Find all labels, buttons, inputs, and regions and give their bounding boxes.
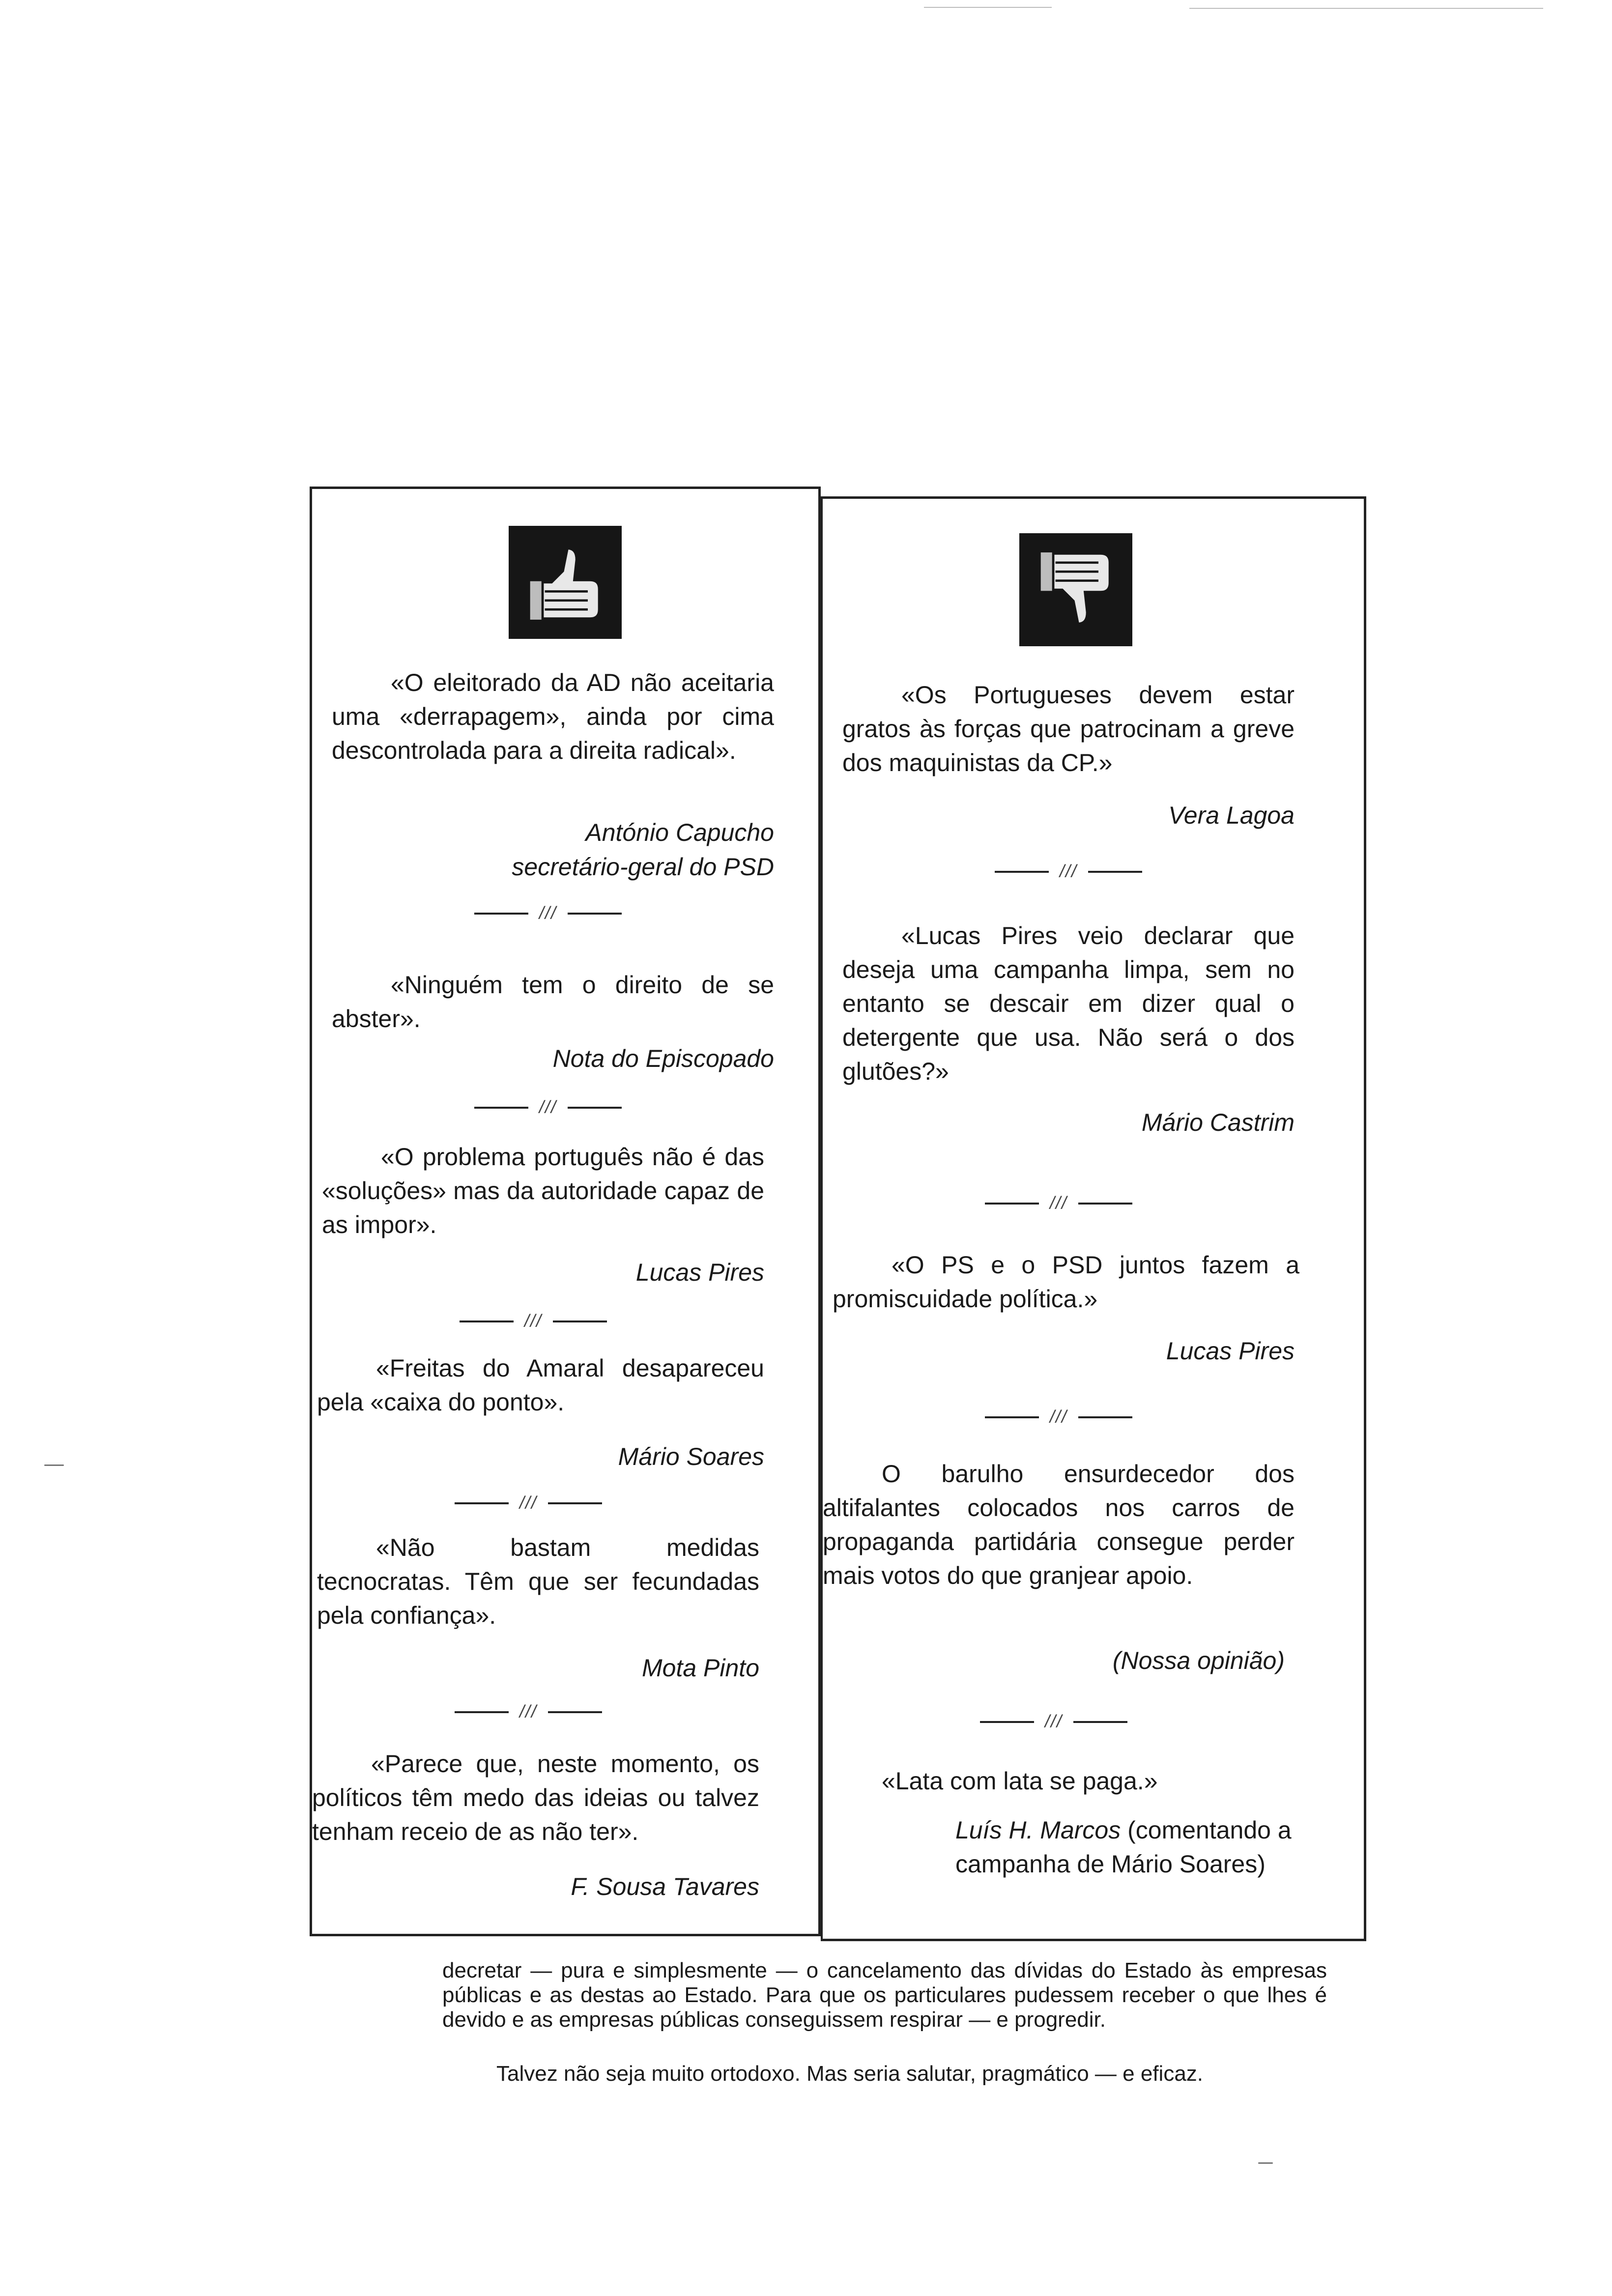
quote-text: «O problema português não é das «soluções» mas da autoridade capaz de as impor». (322, 1143, 764, 1238)
quote-author-name: Luís H. Marcos (955, 1816, 1121, 1844)
separator: /// (415, 1492, 641, 1514)
quote-author (946, 1813, 1309, 1881)
separator: /// (946, 1192, 1172, 1214)
quote-author-role: secretário-geral do PSD (512, 853, 774, 881)
quote-text: «Parece que, neste momento, os políticos têm medo das ideias ou talvez tenham receio de as não ter». (312, 1750, 759, 1845)
quote-author: (Nossa opinião) (1112, 1647, 1285, 1674)
quote-text: «O eleitorado da AD não aceitaria uma «derrapagem», ainda por cima descontrolada para a direita radical». (332, 669, 774, 764)
separator: /// (420, 1310, 646, 1332)
separator: /// (955, 860, 1181, 882)
footer-paragraph: Talvez não seja muito ortodoxo. Mas seria salutar, pragmático — e eficaz. (496, 2062, 1204, 2086)
quote-author: Mário Castrim (1141, 1109, 1295, 1136)
thumbs-up-icon (509, 526, 622, 639)
quote-text: «Lata com lata se paga.» (882, 1767, 1158, 1795)
approval-quotes-column (310, 487, 821, 1936)
quote-text: «Freitas do Amaral desapareceu pela «caixa do ponto». (317, 1354, 764, 1416)
quote-author: Lucas Pires (635, 1259, 764, 1286)
footer-paragraph: decretar — pura e simplesmente — o cancelamento das dívidas do Estado às empresas públicas e as destas ao Estado. Para que os particulares pudessem receber o que lhes é devido e as empresas públicas conseguissem respirar — e progredir. (442, 1958, 1327, 2032)
quote-author: Mário Soares (618, 1443, 764, 1470)
quote-text: «Não bastam medidas tecnocratas. Têm que ser fecundadas pela confiança». (317, 1534, 759, 1629)
scan-artifact-line (924, 7, 1052, 8)
disapproval-quotes-column (821, 496, 1366, 1941)
separator: /// (435, 902, 661, 924)
separator: /// (435, 1096, 661, 1118)
quote-text: «Ninguém tem o direito de se abster». (332, 971, 774, 1033)
scan-artifact-line (1189, 8, 1543, 9)
separator: /// (941, 1710, 1167, 1732)
scan-speck (1258, 2162, 1273, 2164)
quote-text: O barulho ensurdecedor dos altifalantes colocados nos carros de propaganda partidária consegue perder mais votos do que granjear apoio. (823, 1460, 1295, 1589)
quote-text: «Lucas Pires veio declarar que deseja uma campanha limpa, sem no entanto se descair em dizer qual o detergente que usa. Não será o dos glutões?» (842, 922, 1295, 1085)
quote-text: «O PS e o PSD juntos fazem a promiscuidade política.» (833, 1251, 1299, 1313)
thumbs-down-icon (1019, 533, 1132, 646)
quote-author: Lucas Pires (1166, 1337, 1295, 1365)
quote-author-role: (comentando a campanha de Mário Soares) (955, 1816, 1292, 1878)
quote-author: António Capucho (585, 819, 774, 846)
quote-author: Nota do Episcopado (552, 1045, 774, 1072)
scan-speck (44, 1464, 64, 1466)
quote-author: Vera Lagoa (1168, 802, 1295, 829)
quote-text: «Os Portugueses devem estar gratos às forças que patrocinam a greve dos maquinistas da CP.» (842, 681, 1295, 776)
quote-author: Mota Pinto (641, 1654, 759, 1682)
separator: /// (415, 1700, 641, 1722)
quote-author: F. Sousa Tavares (571, 1873, 759, 1900)
separator: /// (946, 1406, 1172, 1428)
